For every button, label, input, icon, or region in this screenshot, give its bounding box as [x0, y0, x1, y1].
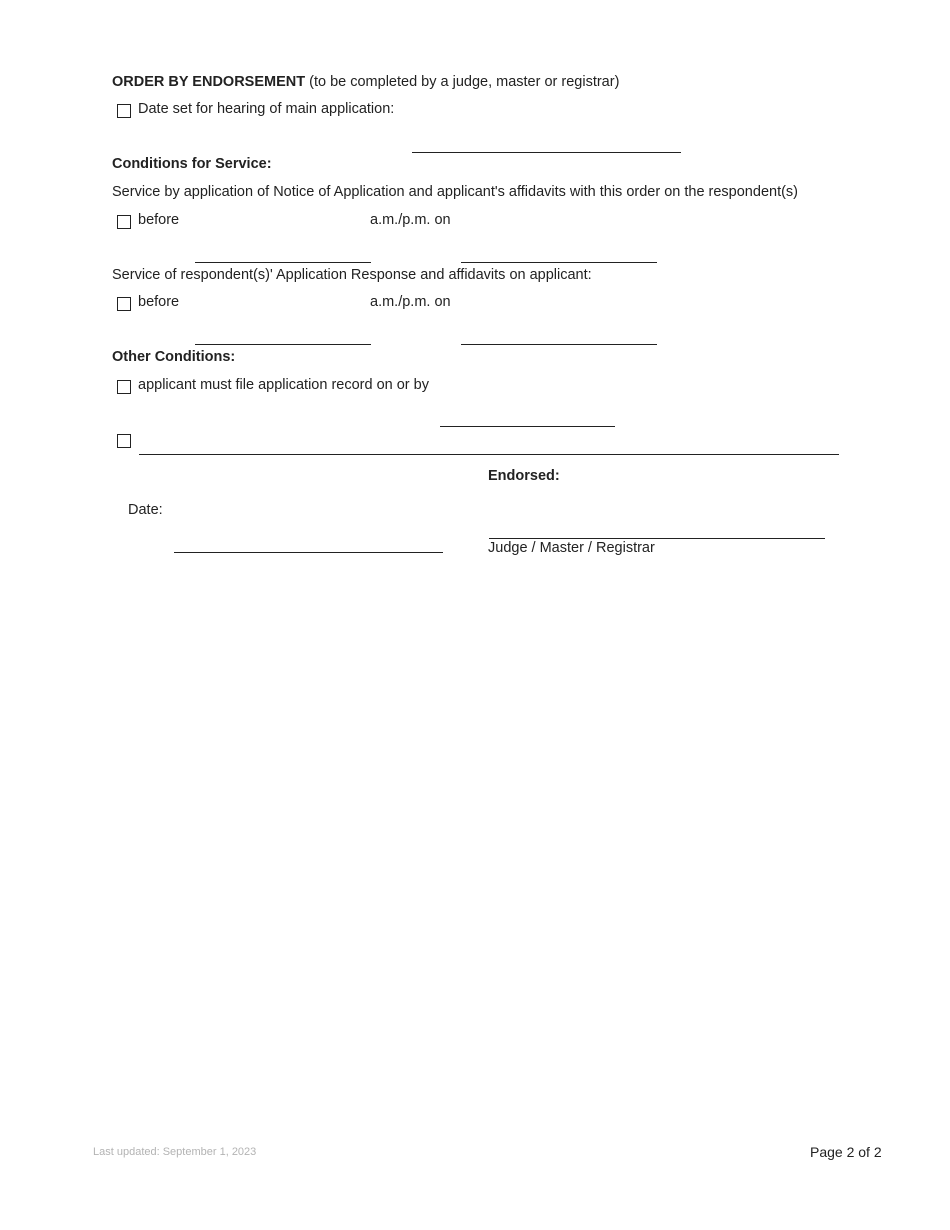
response-date-field[interactable]	[461, 344, 657, 345]
signatory-label: Judge / Master / Registrar	[488, 540, 655, 556]
other-condition-field[interactable]	[139, 454, 839, 455]
response-time-field[interactable]	[195, 344, 371, 345]
order-heading	[112, 73, 619, 91]
notice-service-checkbox[interactable]	[117, 215, 131, 229]
other-condition-checkbox[interactable]	[117, 434, 131, 448]
notice-before-label: before	[138, 212, 180, 228]
endorsement-date-field[interactable]	[174, 552, 443, 553]
service-response-text: Service of respondent(s)' Application Response and affidavits on applicant:	[112, 267, 592, 283]
order-heading-title: ORDER BY ENDORSEMENT	[112, 74, 306, 90]
other-conditions-heading: Other Conditions:	[112, 349, 236, 365]
hearing-date-checkbox[interactable]	[117, 104, 131, 118]
response-before-label: before	[138, 294, 180, 310]
page-number: Page 2 of 2	[810, 1144, 882, 1160]
notice-date-field[interactable]	[461, 262, 657, 263]
service-notice-text: Service by application of Notice of Application and applicant's affidavits with this order on the respondent(s)	[112, 184, 799, 200]
service-heading: Conditions for Service:	[112, 156, 272, 172]
record-filing-date-field[interactable]	[440, 426, 615, 427]
record-filing-label: applicant must file application record on or by	[138, 377, 429, 393]
record-filing-checkbox[interactable]	[117, 380, 131, 394]
hearing-date-field[interactable]	[412, 152, 681, 153]
notice-time-label: a.m./p.m. on	[370, 212, 451, 228]
response-service-checkbox[interactable]	[117, 297, 131, 311]
date-label: Date:	[128, 502, 163, 518]
endorsed-label: Endorsed:	[488, 468, 560, 484]
notice-time-field[interactable]	[195, 262, 371, 263]
last-updated-note: Last updated: September 1, 2023	[93, 1146, 257, 1158]
hearing-date-label: Date set for hearing of main application:	[138, 101, 395, 117]
order-heading-note: (to be completed by a judge, master or registrar)	[309, 74, 620, 90]
response-time-label: a.m./p.m. on	[370, 294, 451, 310]
